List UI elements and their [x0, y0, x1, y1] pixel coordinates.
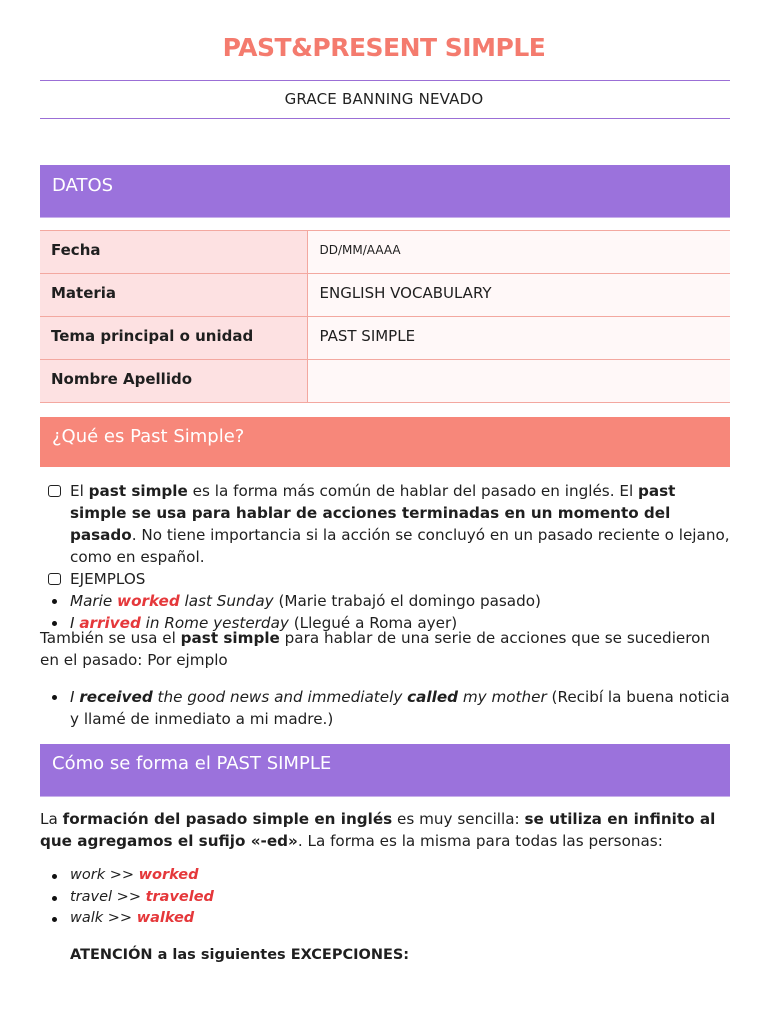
nombre-field[interactable]	[307, 360, 730, 403]
translation: (Recibí la buena noticia y llamé de inmediato a mi madre.)	[70, 688, 730, 728]
verb-base: walk >>	[70, 910, 137, 926]
checkbox-icon[interactable]	[48, 573, 61, 585]
section-header-que-es	[40, 417, 730, 467]
list-item	[40, 887, 730, 909]
definition-item	[40, 480, 730, 568]
text: I	[70, 614, 80, 632]
example-item	[40, 686, 730, 730]
bullet-icon	[52, 621, 57, 626]
section-title: Cómo se forma el PAST SIMPLE	[52, 753, 332, 774]
section-header-como	[40, 744, 730, 797]
section-title: ¿Qué es Past Simple?	[52, 426, 245, 447]
materia-field[interactable]: ENGLISH VOCABULARY	[307, 274, 730, 317]
text: I	[70, 688, 80, 706]
bullet-icon	[52, 917, 57, 922]
author-name: GRACE BANNING NEVADO	[284, 90, 484, 108]
bullet-icon	[52, 896, 57, 901]
text: . La forma es la misma para todas las personas:	[297, 832, 663, 850]
text-bold: received	[79, 688, 153, 706]
list-item	[40, 865, 730, 887]
bullet-icon	[52, 695, 57, 700]
title-divider-top	[40, 80, 730, 81]
text: in Rome yesterday	[140, 614, 289, 632]
verb-past: traveled	[145, 888, 214, 905]
example-item	[40, 590, 730, 612]
datos-table	[40, 230, 730, 403]
table-row	[40, 274, 730, 317]
text: the good news and immediately	[152, 688, 408, 706]
ejemplos-label: EJEMPLOS	[70, 570, 146, 588]
section-title: DATOS	[52, 175, 114, 196]
exceptions-heading: ATENCIÓN a las siguientes EXCEPCIONES:	[70, 947, 410, 963]
translation: (Marie trabajó el domingo pasado)	[273, 592, 541, 610]
checkbox-icon[interactable]	[48, 485, 61, 497]
tema-field[interactable]: PAST SIMPLE	[307, 317, 730, 360]
text: El	[70, 482, 89, 500]
nombre-label: Nombre Apellido	[40, 360, 307, 403]
table-row	[40, 360, 730, 403]
text: last Sunday	[179, 592, 274, 610]
table-row	[40, 317, 730, 360]
highlight-verb: worked	[117, 592, 180, 610]
verb-list	[40, 865, 730, 930]
bullet-icon	[52, 874, 57, 879]
text-bold: se utiliza en infinito al que agregamos el sufijo «-ed»	[40, 810, 716, 850]
bullet-icon	[52, 599, 57, 604]
highlight-verb: arrived	[79, 614, 141, 632]
verb-past: walked	[136, 910, 195, 926]
document-title: PAST&PRESENT SIMPLE	[222, 33, 546, 62]
text-bold: past simple	[180, 629, 280, 647]
text: es muy sencilla:	[392, 810, 525, 828]
ejemplos-item	[40, 568, 730, 590]
table-row	[40, 231, 730, 274]
text: También se usa el	[40, 629, 181, 647]
text: Marie	[70, 592, 118, 610]
series-paragraph	[40, 627, 730, 671]
text: es la forma más común de hablar del pasado en inglés. El	[187, 482, 638, 500]
section-header-datos	[40, 165, 730, 218]
text-bold: formación del pasado simple en inglés	[62, 810, 393, 828]
series-example	[40, 686, 730, 730]
text-bold: called	[407, 688, 458, 706]
list-item	[40, 908, 730, 930]
verb-base: work >>	[70, 867, 139, 883]
verb-past: worked	[138, 867, 199, 883]
fecha-label: Fecha	[40, 231, 307, 274]
que-es-body	[40, 480, 730, 634]
materia-label: Materia	[40, 274, 307, 317]
text-bold: past simple	[88, 482, 188, 500]
formation-paragraph	[40, 808, 730, 852]
translation: (Llegué a Roma ayer)	[288, 614, 458, 632]
text: . No tiene importancia si la acción se concluyó en un pasado reciente o lejano, como en español.	[70, 526, 730, 566]
text: para hablar de una serie de acciones que se sucedieron en el pasado: Por ejmplo	[40, 629, 711, 669]
text: my mother	[458, 688, 547, 706]
text: La	[40, 810, 63, 828]
fecha-field[interactable]: DD/MM/AAAA	[307, 231, 730, 274]
title-divider-bottom	[40, 118, 730, 119]
text-bold: past simple se usa para hablar de acciones terminadas en un momento del pasado	[70, 482, 676, 544]
verb-base: travel >>	[70, 888, 146, 905]
tema-label: Tema principal o unidad	[40, 317, 307, 360]
